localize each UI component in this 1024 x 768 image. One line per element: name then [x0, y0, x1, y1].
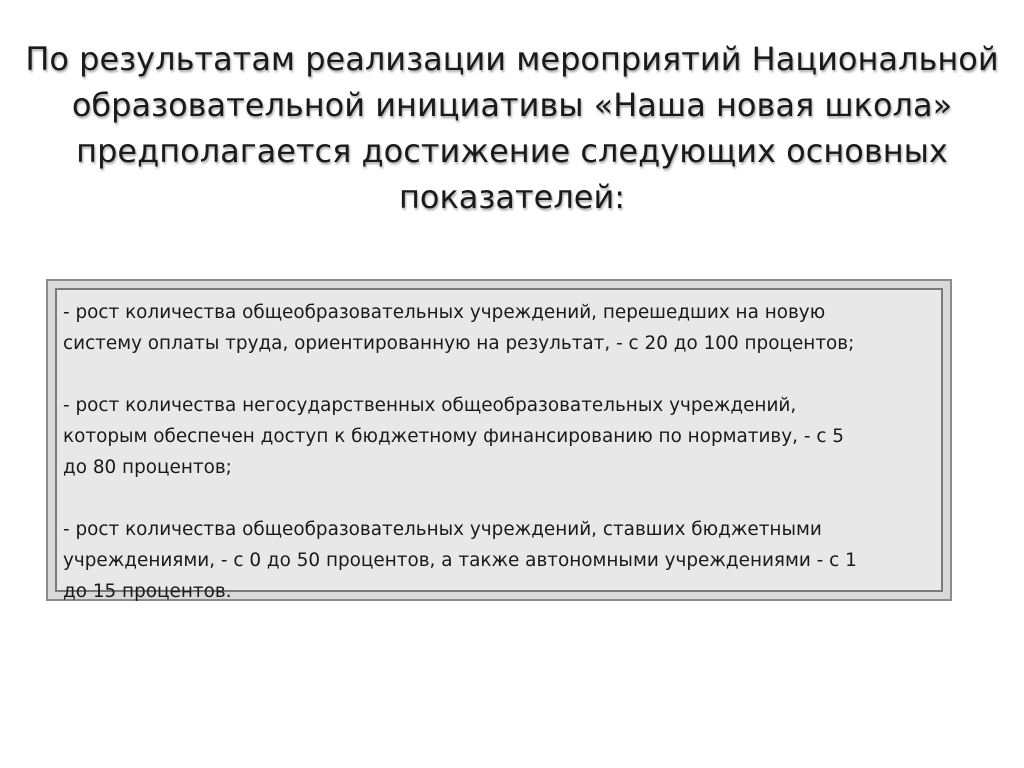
slide-title: По результатам реализации мероприятий Национальной образовательной инициативы «Наша новая школа» предполагается достижение следующих основных показателей: — [25, 40, 999, 216]
indicator-item-1: - рост количества общеобразовательных учреждений, перешедших на новую систему оплаты труда, ориентированную на результат, - с 20 до 100 процентов; — [63, 302, 855, 354]
indicator-item-3: - рост количества общеобразовательных учреждений, ставших бюджетными учреждениями, - с 0 до 50 процентов, а также автономными учреждениями - с 1 до 15 процентов. — [63, 519, 857, 602]
indicator-item-2: - рост количества негосударственных общеобразовательных учреждений, которым обеспечен доступ к бюджетному финансированию по нормативу, - с 5 до 80 процентов; — [63, 395, 844, 478]
indicators-box — [46, 279, 952, 601]
indicators-list — [55, 288, 943, 602]
